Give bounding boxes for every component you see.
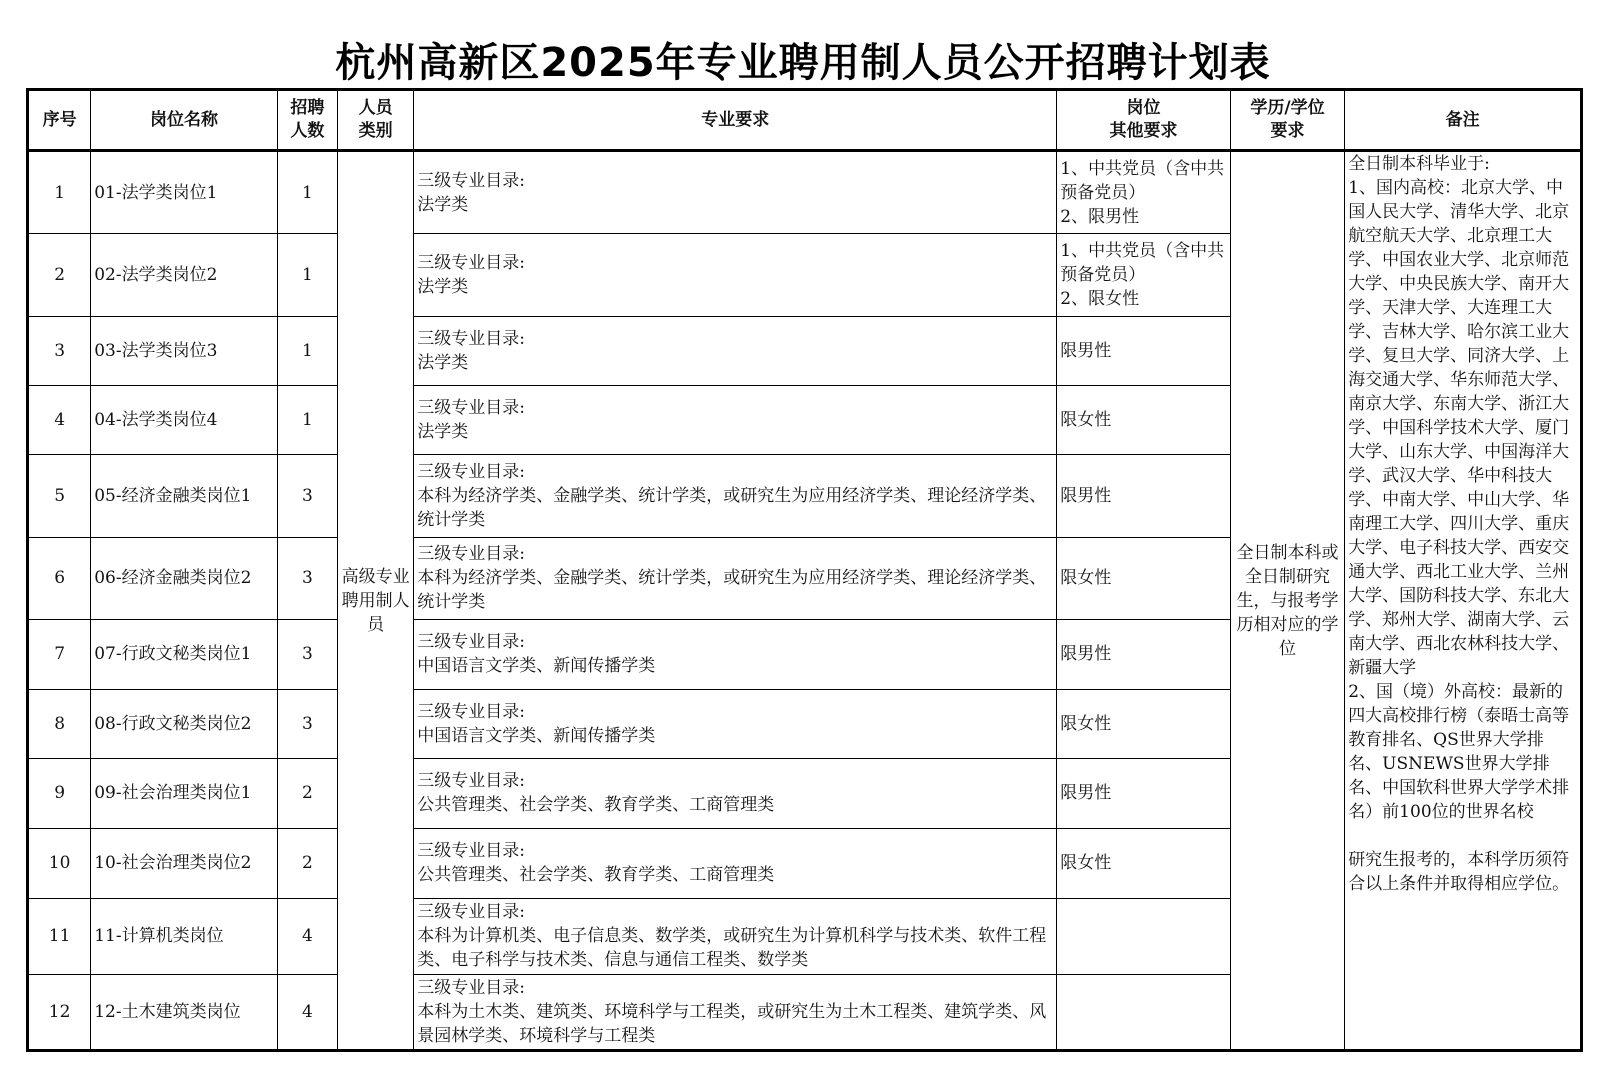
row-major: 三级专业目录: 本科为计算机类、电子信息类、数学类，或研究生为计算机科学与技术类、软件工程类、电子科学与技术类、信息与通信工程类、数学类 xyxy=(414,898,1057,974)
row-count: 1 xyxy=(277,385,337,455)
education-requirement: 全日制本科或全日制研究生，与报考学历相对应的学位 xyxy=(1230,151,1344,1051)
row-no: 6 xyxy=(28,537,91,619)
row-other-requirements xyxy=(1057,974,1231,1050)
row-count: 1 xyxy=(277,316,337,385)
row-count: 1 xyxy=(277,151,337,234)
row-no: 7 xyxy=(28,620,91,690)
row-major: 三级专业目录: 本科为经济学类、金融学类、统计学类，或研究生为应用经济学类、理论经济学类、统计学类 xyxy=(414,537,1057,619)
row-count: 4 xyxy=(277,974,337,1050)
row-no: 3 xyxy=(28,316,91,385)
row-other-requirements: 限男性 xyxy=(1057,758,1231,828)
header-count: 招聘 人数 xyxy=(277,90,337,151)
row-other-requirements: 限女性 xyxy=(1057,828,1231,898)
header-row xyxy=(28,90,1582,151)
header-other: 岗位 其他要求 xyxy=(1057,90,1231,151)
row-position-name: 01-法学类岗位1 xyxy=(91,151,278,234)
row-position-name: 07-行政文秘类岗位1 xyxy=(91,620,278,690)
header-type: 人员 类别 xyxy=(337,90,413,151)
row-position-name: 10-社会治理类岗位2 xyxy=(91,828,278,898)
header-no: 序号 xyxy=(28,90,91,151)
row-other-requirements xyxy=(1057,898,1231,974)
row-major: 三级专业目录: 法学类 xyxy=(414,234,1057,316)
row-no: 5 xyxy=(28,455,91,537)
row-no: 2 xyxy=(28,234,91,316)
row-other-requirements: 1、中共党员（含中共预备党员） 2、限男性 xyxy=(1057,151,1231,234)
row-count: 1 xyxy=(277,234,337,316)
header-edu: 学历/学位 要求 xyxy=(1230,90,1344,151)
row-other-requirements: 限男性 xyxy=(1057,455,1231,537)
row-other-requirements: 限女性 xyxy=(1057,385,1231,455)
row-no: 1 xyxy=(28,151,91,234)
row-other-requirements: 限女性 xyxy=(1057,689,1231,758)
row-count: 3 xyxy=(277,620,337,690)
personnel-category: 高级专业聘用制人员 xyxy=(337,151,413,1051)
table-row xyxy=(28,151,1582,234)
row-major: 三级专业目录: 法学类 xyxy=(414,151,1057,234)
row-no: 10 xyxy=(28,828,91,898)
row-position-name: 03-法学类岗位3 xyxy=(91,316,278,385)
recruitment-plan-table xyxy=(26,88,1583,1052)
row-other-requirements: 限男性 xyxy=(1057,316,1231,385)
row-position-name: 08-行政文秘类岗位2 xyxy=(91,689,278,758)
row-position-name: 05-经济金融类岗位1 xyxy=(91,455,278,537)
row-major: 三级专业目录: 中国语言文学类、新闻传播学类 xyxy=(414,620,1057,690)
row-position-name: 02-法学类岗位2 xyxy=(91,234,278,316)
row-count: 3 xyxy=(277,455,337,537)
header-remark: 备注 xyxy=(1345,90,1582,151)
row-count: 3 xyxy=(277,689,337,758)
row-major: 三级专业目录: 本科为经济学类、金融学类、统计学类，或研究生为应用经济学类、理论经济学类、统计学类 xyxy=(414,455,1057,537)
row-major: 三级专业目录: 本科为土木类、建筑类、环境科学与工程类，或研究生为土木工程类、建筑学类、风景园林学类、环境科学与工程类 xyxy=(414,974,1057,1050)
row-major: 三级专业目录: 法学类 xyxy=(414,316,1057,385)
row-count: 2 xyxy=(277,828,337,898)
row-position-name: 09-社会治理类岗位1 xyxy=(91,758,278,828)
row-major: 三级专业目录: 中国语言文学类、新闻传播学类 xyxy=(414,689,1057,758)
header-major: 专业要求 xyxy=(414,90,1057,151)
row-position-name: 11-计算机类岗位 xyxy=(91,898,278,974)
row-no: 8 xyxy=(28,689,91,758)
row-count: 4 xyxy=(277,898,337,974)
row-other-requirements: 1、中共党员（含中共预备党员） 2、限女性 xyxy=(1057,234,1231,316)
row-position-name: 06-经济金融类岗位2 xyxy=(91,537,278,619)
row-major: 三级专业目录: 公共管理类、社会学类、教育学类、工商管理类 xyxy=(414,828,1057,898)
row-no: 12 xyxy=(28,974,91,1050)
row-position-name: 04-法学类岗位4 xyxy=(91,385,278,455)
row-no: 11 xyxy=(28,898,91,974)
row-no: 9 xyxy=(28,758,91,828)
row-other-requirements: 限女性 xyxy=(1057,537,1231,619)
row-position-name: 12-土木建筑类岗位 xyxy=(91,974,278,1050)
row-no: 4 xyxy=(28,385,91,455)
row-major: 三级专业目录: 公共管理类、社会学类、教育学类、工商管理类 xyxy=(414,758,1057,828)
row-major: 三级专业目录: 法学类 xyxy=(414,385,1057,455)
row-count: 2 xyxy=(277,758,337,828)
header-name: 岗位名称 xyxy=(91,90,278,151)
page-title: 杭州高新区2025年专业聘用制人员公开招聘计划表 xyxy=(335,40,1271,86)
remarks: 全日制本科毕业于: 1、国内高校：北京大学、中国人民大学、清华大学、北京航空航天大学、北京理工大学、中国农业大学、北京师范大学、中央民族大学、南开大学、天津大学、大连理工大学、吉林大学、哈尔滨工业大学、复旦大学、同济大学、上海交通大学、华东师范大学、南京大学、东南大学、浙江大学、中国科学技术大学、厦门大学、山东大学、中国海洋大学、武汉大学、华中科技大学、中南大学、中山大学、华南理工大学、四川大学、重庆大学、电子科技大学、西安交通大学、西北工业大学、兰州大学、国防科技大学、东北大学、郑州大学、湖南大学、云南大学、西北农林科技大学、新疆大学 2、国（境）外高校：最新的四大高校排行榜（泰晤士高等教育排名、QS世界大学排名、USNEWS世界大学排名、中国软科世界大学学术排名）前100位的世界名校 研究生报考的，本科学历须符合以上条件并取得相应学位。 xyxy=(1345,151,1582,1051)
row-count: 3 xyxy=(277,537,337,619)
row-other-requirements: 限男性 xyxy=(1057,620,1231,690)
